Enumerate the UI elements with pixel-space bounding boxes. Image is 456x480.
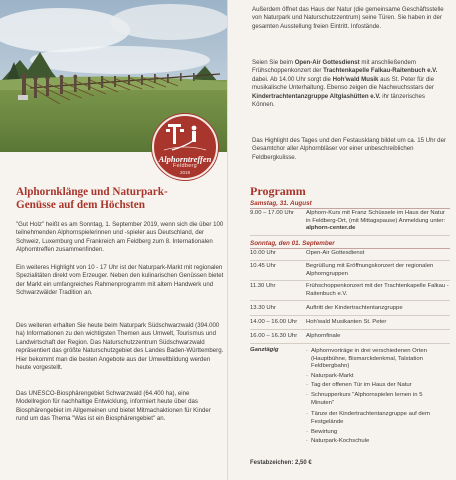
program-row: 14.00 – 16.00 Uhr Hoh'wald Musikanten St. Peter: [250, 319, 450, 330]
market-paragraph: Ein weiteres Highlight von 10 - 17 Uhr ist der Naturpark-Markt mit regionalen Spezialitäten direkt vom Erzeuger. Neben den kulinarischen Genüssen bietet der Markt ein umfangreiches Rahmenprogramm mit altem Handwerk und Schwarzwälder Tradition an.: [16, 264, 224, 297]
article-title: Alphornklänge und Naturpark- Genüsse auf dem Höchsten: [16, 186, 168, 211]
intro-paragraph: "Gut Holz" heißt es am Sonntag, 1. September 2019, wenn sich die über 100 teilnehmenden Alphornspielerinnen und -spieler aus Deutschland, der Schweiz, Luxemburg und Frankreich am Feldberg zum 8. Internationalen Alphorntreffen zusammenfinden.: [16, 221, 224, 254]
program-heading: Programm: [250, 184, 306, 198]
program-row: 9.00 – 17.00 Uhr Alphorn-Kurs mit Franz Schüssele im Haus der Natur in Feldberg-Ort, (mit Mittagspause) Anmeldung unter: alphorn-center.de: [250, 210, 450, 236]
haus-der-natur-paragraph: Außerdem öffnet das Haus der Natur (die gemeinsame Geschäftsstelle von Naturpark und Naturschutzzentrum) seine Türen. Sie haben in der gesamten Ausstellung freien Eintritt. Infostände.: [252, 6, 444, 30]
alphorntreffen-badge: [152, 114, 218, 180]
program-row: 11.30 Uhr Frühschoppenkonzert mit der Trachtenkapelle Falkau - Raitenbuch e.V.: [250, 283, 450, 301]
day-heading-saturday: Samstag, 31. August: [250, 200, 450, 209]
gottesdienst-paragraph: Seien Sie beim Open-Air Gottesdienst mit anschließendem Frühschoppenkonzert der Trachtenkapelle Falkau-Raitenbuch e.V. dabei. Ab 14.00 Uhr sorgt die Hoh'wald Musik aus St. Peter für die musikalische Unterhaltung. Ebenso zeigen die Nachwuchsstars der Kindertrachtentanzgruppe Altglashütten e.V. ihr tänzerisches Können.: [252, 59, 438, 109]
naturpark-paragraph: Des weiteren erhalten Sie heute beim Naturpark Südschwarzwald (394.000 ha) Informationen zu den wichtigsten Themen aus Umwelt, Tourismus und Landwirtschaft der Region. Das Naturschutzzentrum Südschwarzwald repräsentiert das größte Naturschutzgebiet des Landes Baden-Württemberg. Hier bekommt man die besten Angebote aus der Umweltbildung werden heute vorgestellt.: [16, 322, 224, 372]
alphorn-center-link[interactable]: alphorn-center.de: [306, 225, 356, 232]
program-row: 10.00 Uhr Open-Air Gottesdienst: [250, 250, 450, 261]
badge-subtitle: Feldberg: [172, 163, 198, 169]
day-heading-sunday: Sonntag, den 01. September: [250, 240, 450, 249]
badge-year: 2019: [179, 170, 190, 175]
highlight-paragraph: Das Highlight des Tages und den Festausklang bildet um ca. 15 Uhr der Gesamtchor aller Alphornbläser vor einer unbeschreiblichen Feldbergkulisse.: [252, 137, 446, 161]
festabzeichen-price: Festabzeichen: 2,50 €: [250, 460, 312, 466]
program-row: 16.00 – 16.30 Uhr Alphornfinale: [250, 333, 450, 344]
program-row: 13.30 Uhr Auftritt der Kindertrachtentanzgruppe: [250, 305, 450, 316]
program-row: 10.45 Uhr Begrüßung mit Eröffnungskonzert der regionalen Alphorngruppen: [250, 263, 450, 281]
unesco-paragraph: Das UNESCO-Biosphärengebiet Schwarzwald (64.400 ha), eine Modellregion für nachhaltige Entwicklung, informiert heute über das Biosphärengebiet im Allgemeinen und bietet Mitmachaktionen für Kinder rund um das Thema "Was ist ein Biosphärengebiet" an.: [16, 390, 211, 423]
badge-title: Alphorntreffen: [158, 154, 212, 164]
